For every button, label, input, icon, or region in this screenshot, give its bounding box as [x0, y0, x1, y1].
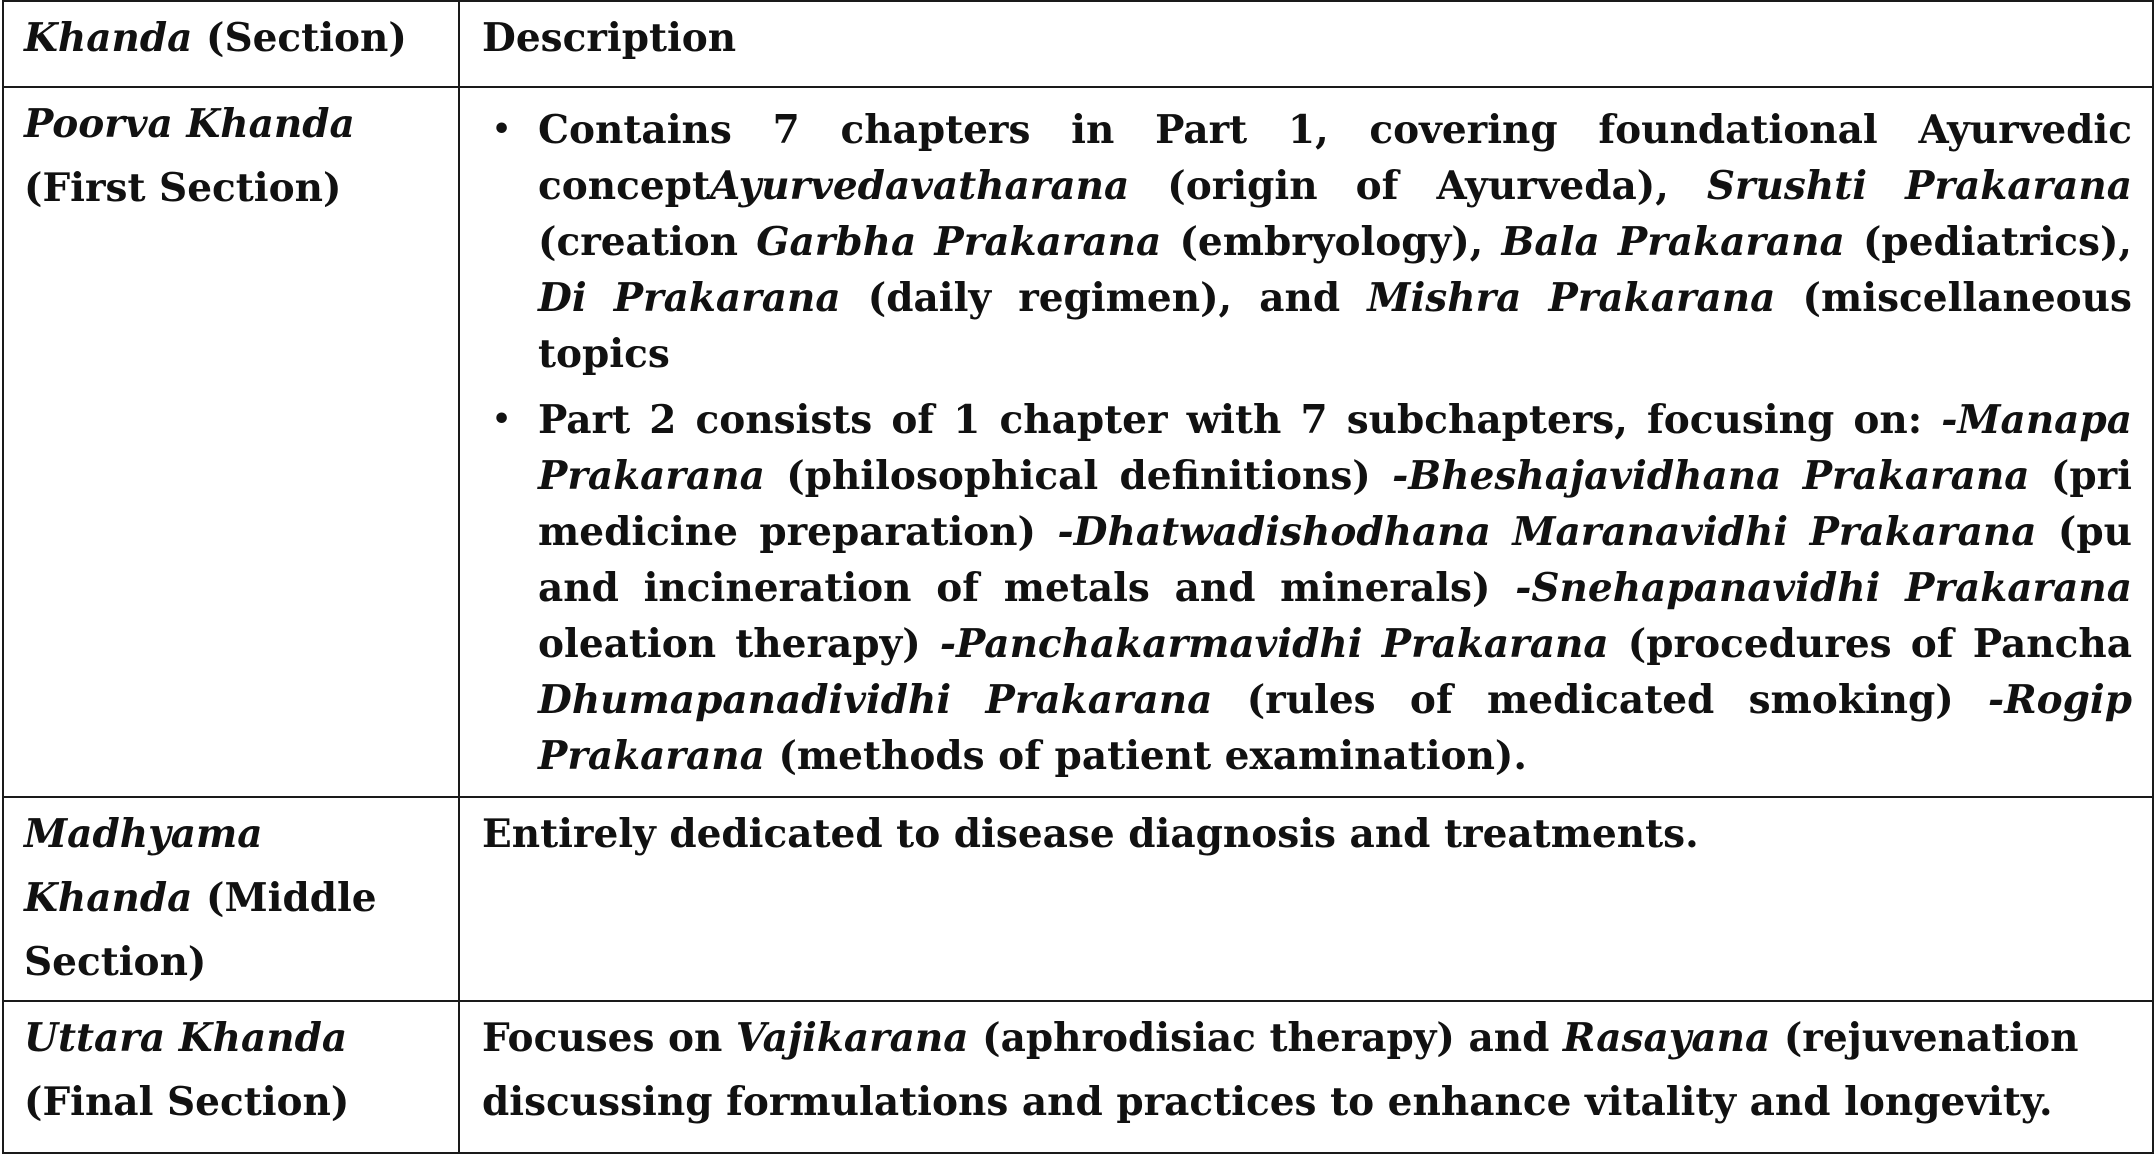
uttara-khanda-cell — [3, 1001, 459, 1153]
italic-term: Dhumapanadividhi Prakarana — [538, 677, 1213, 723]
header-section-label: (Section) — [192, 15, 407, 61]
uttara-description-cell — [459, 1001, 2153, 1153]
table-row-madhyama — [3, 797, 2153, 1001]
italic-term: Mishra Prakarana — [1367, 275, 1776, 321]
madhyama-description-text: Entirely dedicated to disease diagnosis and treatments. — [482, 811, 1699, 857]
uttara-khanda-name: Uttara Khanda — [24, 1015, 348, 1061]
poorva-khanda-name: Poorva Khanda — [24, 101, 355, 147]
header-description-label: Description — [482, 15, 737, 61]
text-segment: (miscellaneous topics — [538, 275, 2132, 377]
header-khanda-cell — [3, 1, 459, 87]
text-segment: (rejuvenation discussing formulations and practices to enhance vitality and longevity. — [482, 1015, 2079, 1125]
italic-term: -Manapa Prakarana — [538, 397, 2132, 499]
poorva-bullet-part1 — [492, 102, 2132, 382]
madhyama-khanda-name: Madhyama Khanda — [24, 811, 263, 921]
italic-term: -Snehapanavidhi Prakarana — [1515, 565, 2132, 611]
poorva-bullet-list — [482, 102, 2132, 784]
uttara-section-label: (Final Section) — [24, 1079, 350, 1125]
poorva-part1-text — [538, 107, 2132, 377]
poorva-part2-text — [538, 397, 2132, 779]
table-header-row — [3, 1, 2153, 87]
text-segment: (rules of medicated smoking) — [1212, 677, 1989, 723]
madhyama-description-cell — [459, 797, 2153, 1001]
text-segment: (philosophical definitions) — [764, 453, 1393, 499]
madhyama-khanda-cell — [3, 797, 459, 1001]
bullet-icon: • — [492, 112, 512, 147]
text-segment: (daily regimen), and — [840, 275, 1368, 321]
text-segment: (pediatrics), — [1844, 219, 2132, 265]
header-description-cell — [459, 1, 2153, 87]
italic-term: -Bheshajavidhana Prakarana — [1392, 453, 2030, 499]
text-segment: (procedures of Pancha — [1608, 621, 2132, 667]
text-segment: Part 2 consists of 1 chapter with 7 subchapters, focusing on: — [538, 397, 1942, 443]
poorva-description-cell — [459, 87, 2153, 797]
poorva-section-label: (First Section) — [24, 165, 342, 211]
italic-term: Ayurvedavatharana — [709, 163, 1130, 209]
text-segment: Contains 7 chapters in Part 1, covering foundational Ayurvedic concept — [538, 107, 2132, 209]
text-segment: oleation therapy) — [538, 621, 940, 667]
table-row-uttara — [3, 1001, 2153, 1153]
khanda-table — [2, 0, 2154, 1154]
italic-term: Bala Prakarana — [1501, 219, 1845, 265]
header-khanda-term: Khanda — [24, 15, 193, 61]
text-segment: (origin of Ayurveda), — [1129, 163, 1707, 209]
italic-term: Rasayana — [1562, 1015, 1771, 1061]
italic-term: Garbha Prakarana — [756, 219, 1162, 265]
poorva-bullet-part2 — [492, 392, 2133, 784]
table-row-poorva — [3, 87, 2153, 797]
madhyama-section-label: (Middle Section) — [24, 875, 377, 985]
uttara-description-text — [482, 1015, 2078, 1125]
text-segment: (pri medicine preparation) — [538, 453, 2132, 555]
italic-term: -Rogip Prakarana — [538, 677, 2132, 779]
text-segment: (creation — [538, 219, 757, 265]
italic-term: -Panchakarmavidhi Prakarana — [939, 621, 1609, 667]
text-segment: (aphrodisiac therapy) and — [968, 1015, 1563, 1061]
italic-term: Vajikarana — [735, 1015, 969, 1061]
text-segment: (embryology), — [1161, 219, 1502, 265]
text-segment: (pu and incineration of metals and minerals) — [538, 509, 2133, 611]
text-segment: (methods of patient examination). — [764, 733, 1527, 779]
italic-term: Srushti Prakarana — [1706, 163, 2132, 209]
bullet-icon: • — [492, 402, 512, 437]
italic-term: Di Prakarana — [538, 275, 841, 321]
poorva-khanda-cell — [3, 87, 459, 797]
text-segment: Focuses on — [482, 1015, 736, 1061]
italic-term: -Dhatwadishodhana Maranavidhi Prakarana — [1057, 509, 2037, 555]
